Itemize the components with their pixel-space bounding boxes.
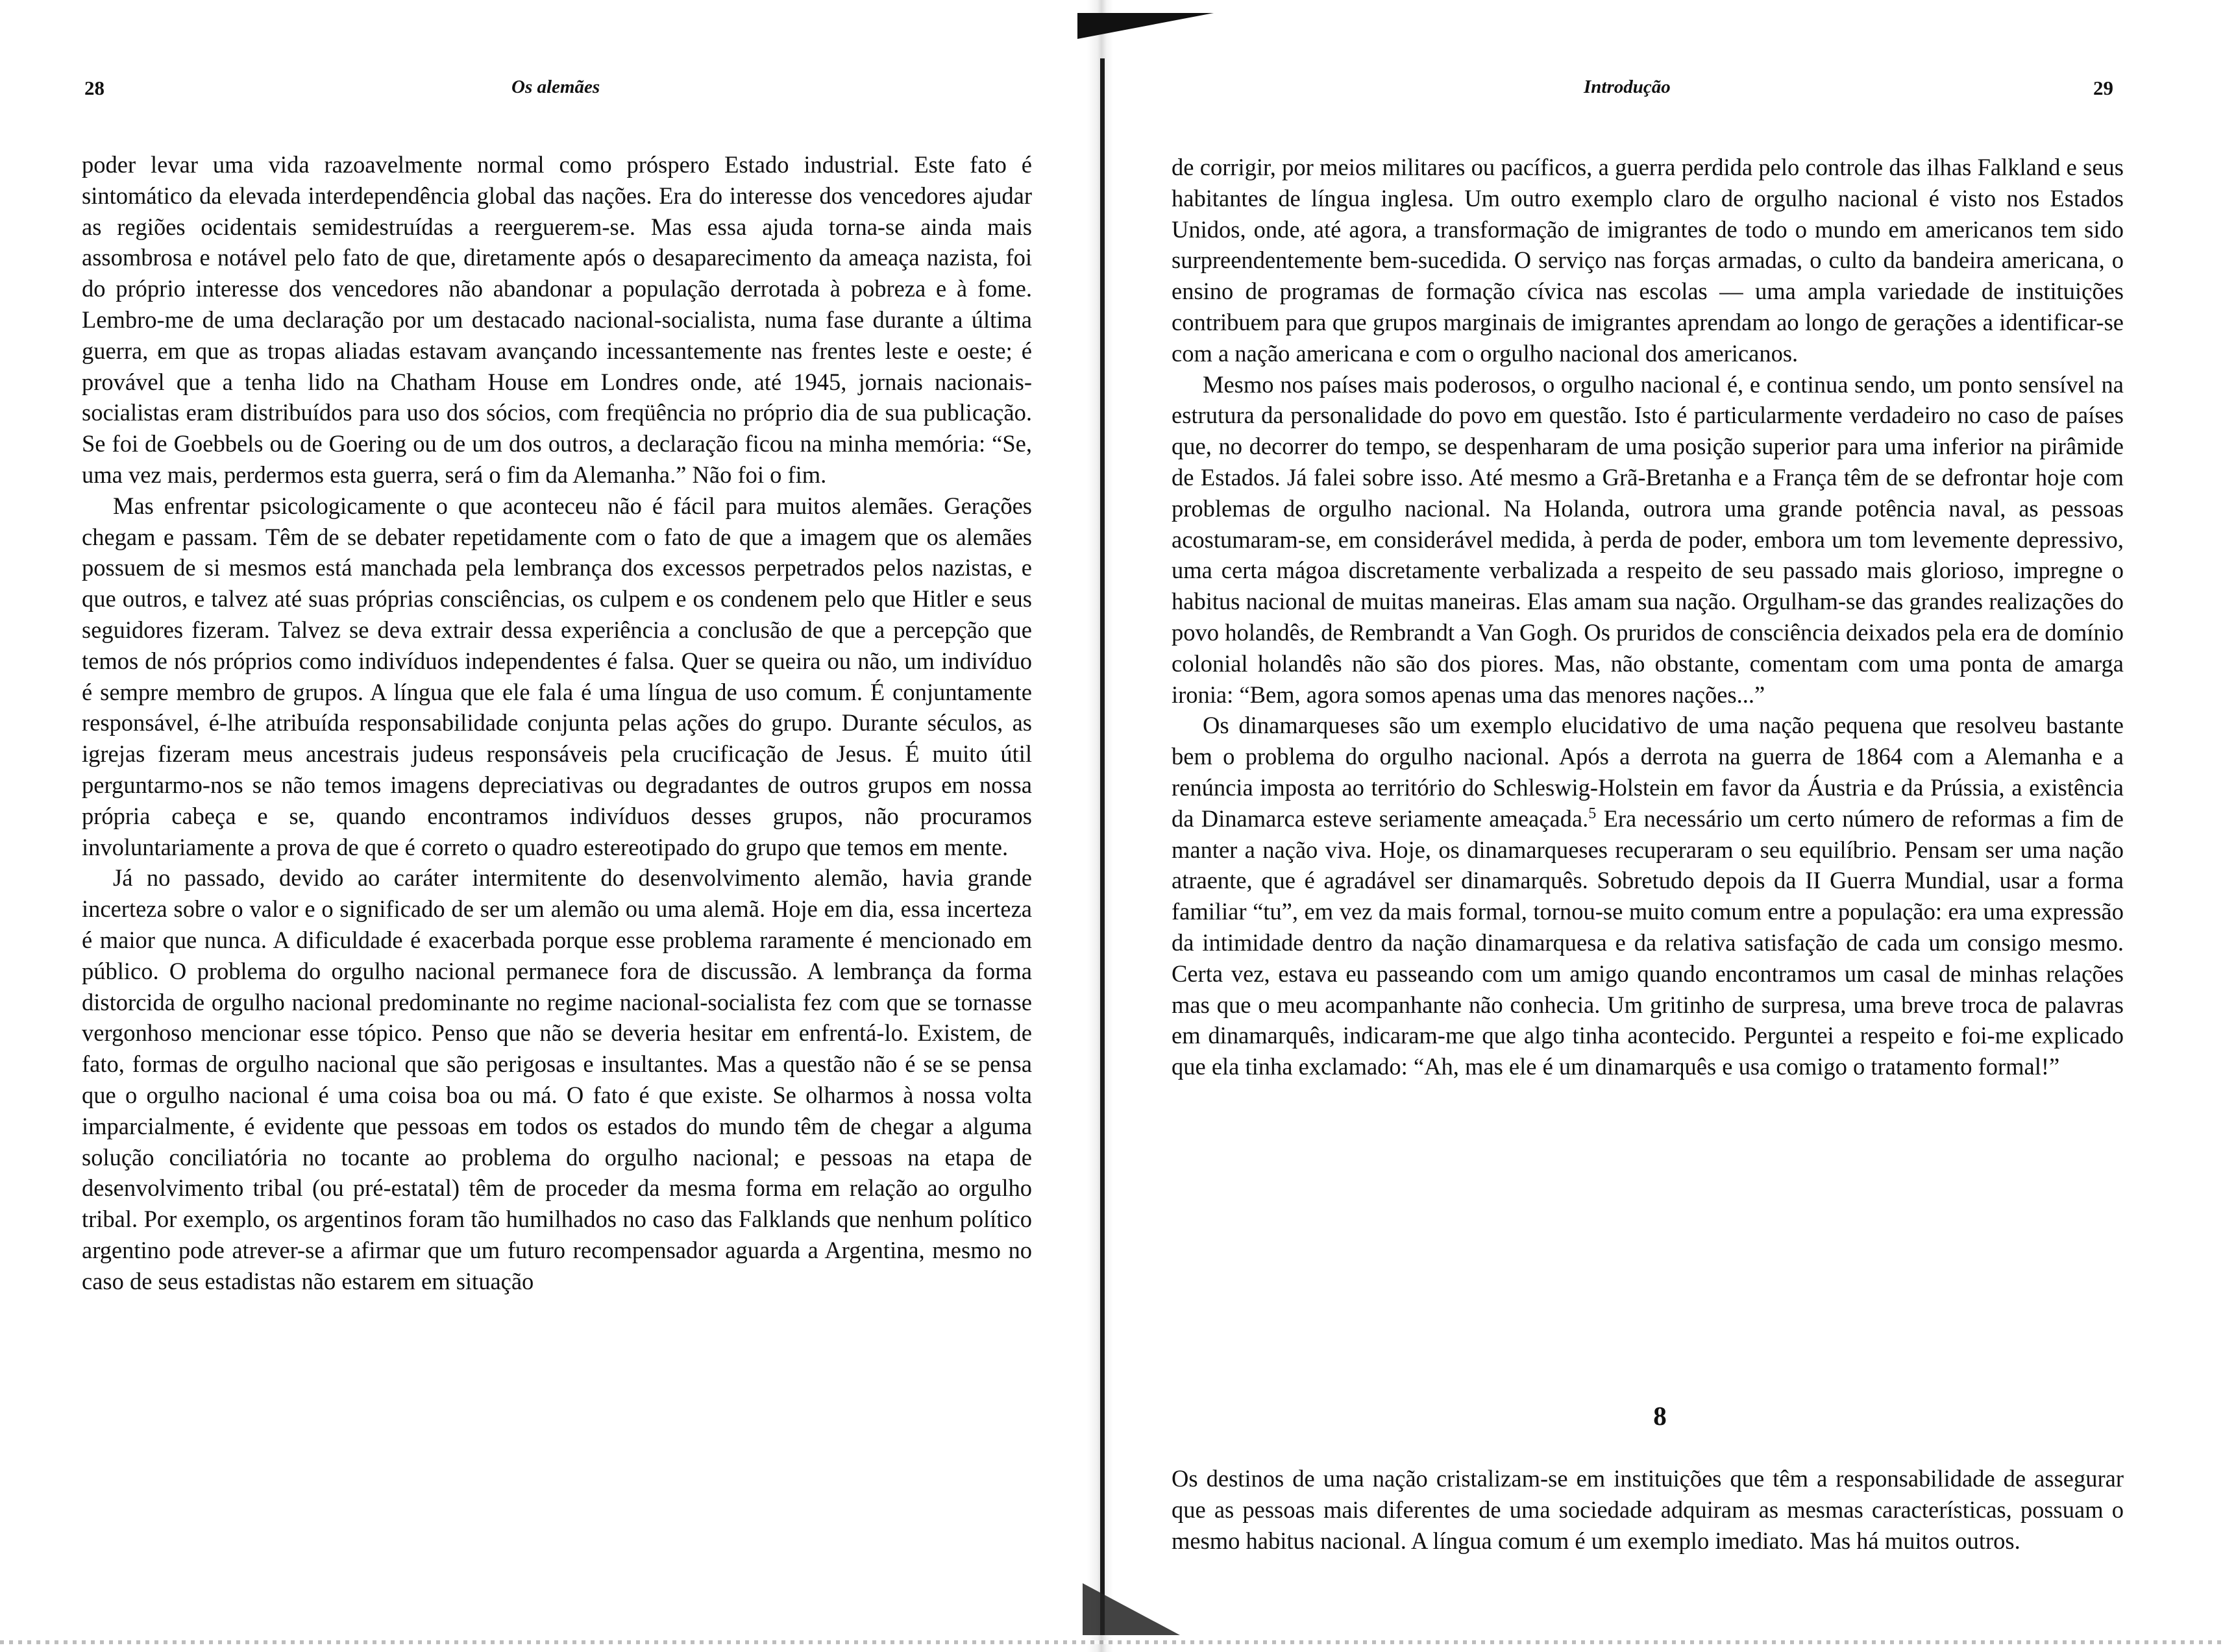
right-paragraph-3-continuation: Era necessário um certo número de reformas a fim de manter a nação viva. Hoje, os dinamarqueses recuperaram o seu equilíbrio. Pensam ser uma nação atraente, que é agradável ser dinamarquês. Sobretudo depois da II Guerra Mundial, usar a forma familiar “tu”, em vez da mais formal, tornou-se muito comum entre a população: era uma expressão da intimidade dentro da nação dinamarquesa e da relativa satisfação de cada um consigo mesmo. Certa vez, estava eu passeando com um amigo quando encontramos um casal de minhas relações mas que o meu acompanhante não conhecia. Um gritinho de surpresa, uma breve troca de palavras em dinamarquês, indicaram-me que algo tinha acontecido. Perguntei a respeito e foi-me explicado que ela tinha exclamado: “Ah, mas ele é um dinamarquês e usa comigo o tratamento formal!” (1172, 805, 2124, 1080)
section-number: 8 (1653, 1401, 1667, 1431)
left-page-body (82, 149, 1032, 1296)
right-page-body (1172, 152, 2124, 1082)
left-paragraph-1: poder levar uma vida razoavelmente normal como próspero Estado industrial. Este fato é sintomático da elevada interdependência global das nações. Era do interesse dos vencedores ajudar as regiões ocidentais semidestruídas a reerguerem-se. Mas essa ajuda torna-se ainda mais assombrosa e notável pelo fato de que, diretamente após o desaparecimento da ameaça nazista, foi do próprio interesse dos vencedores não abandonar a população derrotada à pobreza e à fome. Lembro-me de uma declaração por um destacado nacional-socialista, numa fase durante a última guerra, em que as tropas aliadas estavam avançando incessantemente nas frentes leste e oeste; é provável que a tenha lido na Chatham House em Londres onde, até 1945, jornais nacionais-socialistas eram distribuídos para uso dos sócios, com freqüência no próprio dia de sua publicação. Se foi de Goebbels ou de Goering ou de um dos outros, a declaração ficou na minha memória: “Se, uma vez mais, perdermos esta guerra, será o fim da Alemanha.” Não foi o fim. (82, 151, 1032, 488)
right-paragraph-2: Mesmo nos países mais poderosos, o orgulho nacional é, e continua sendo, um ponto sensível na estrutura da personalidade do povo em questão. Isto é particularmente verdadeiro no caso de países que, no decorrer do tempo, se despenharam de uma posição superior para uma inferior na pirâmide de Estados. Já falei sobre isso. Até mesmo a Grã-Bretanha e a França têm de se defrontar hoje com problemas de orgulho nacional. Na Holanda, outrora uma grande potência naval, as pessoas acostumaram-se, em considerável medida, à perda de poder, embora um tom levemente depressivo, uma certa mágoa discretamente verbalizada a respeito de seu passado mais glorioso, impregne o habitus nacional de muitas maneiras. Elas amam sua nação. Orgulham-se das grandes realizações do povo holandês, de Rembrandt a Van Gogh. Os pruridos de consciência deixados pela era de domínio colonial holandês não são dos piores. Mas, não obstante, comentam com uma ponta de amarga ironia: “Bem, agora somos apenas uma das menores nações...” (1172, 370, 2124, 708)
right-running-title: Introdução (1584, 77, 1671, 97)
book-spine-line (1100, 58, 1105, 1635)
left-paragraph-2: Mas enfrentar psicologicamente o que aconteceu não é fácil para muitos alemães. Gerações chegam e passam. Têm de se debater repetidamente com o fato de que a imagem que os alemães possuem de si mesmos está manchada pela lembrança dos excessos perpetrados pelos nazistas, e que outros, e talvez até suas próprias consciências, os culpem e os condenem pelo que Hitler e seus seguidores fizeram. Talvez se deva extrair dessa experiência a conclusão de que a percepção que temos de nós próprios como indivíduos independentes é falsa. Quer se queira ou não, um indivíduo é sempre membro de grupos. A língua que ele fala é uma língua de uso comum. É conjuntamente responsável, é-lhe atribuída responsabilidade conjunta pelas ações do grupo. Durante séculos, as igrejas fizeram meus ancestrais judeus responsáveis pela crucificação de Jesus. É muito útil perguntarmo-nos se não temos imagens depreciativas ou degradantes de outros grupos em nossa própria cabeça e se, quando encontramos indivíduos desses grupos, não procuramos involuntariamente a prova de que é correto o quadro estereotipado do grupo que temos em mente. (82, 492, 1032, 860)
section-paragraph: Os destinos de uma nação cristalizam-se em instituições que têm a responsabilidade de assegurar que as pessoas mais diferentes de uma sociedade adquiram as mesmas características, possuam o mesmo habitus nacional. A língua comum é um exemplo imediato. Mas há muitos outros. (1172, 1465, 2124, 1554)
right-page (1097, 0, 2223, 1652)
left-page (0, 0, 1097, 1652)
page-bottom-edge (0, 1640, 2223, 1644)
right-page-number: 29 (2093, 77, 2113, 99)
section-body (1172, 1463, 2124, 1556)
left-page-number: 28 (84, 77, 104, 99)
spine-bottom-shadow (1083, 1583, 1180, 1635)
right-paragraph-3 (1172, 710, 2124, 1082)
right-paragraph-3-start: Os dinamarqueses são um exemplo elucidativo de uma nação pequena que resolveu bastante bem o problema do orgulho nacional. Após a derrota na guerra de 1864 com a Alemanha e a renúncia imposta ao território do Schleswig-Holstein em favor da Áustria e da Prússia, a existência da Dinamarca esteve seriamente ameaçada. (1172, 712, 2124, 832)
left-paragraph-3: Já no passado, devido ao caráter intermitente do desenvolvimento alemão, havia grande incerteza sobre o valor e o significado de ser um alemão ou uma alemã. Hoje em dia, essa incerteza é maior que nunca. A dificuldade é exacerbada porque esse problema raramente é mencionado em público. O problema do orgulho nacional permanece fora de discussão. A lembrança da forma distorcida de orgulho nacional predominante no regime nacional-socialista fez com que se tornasse vergonhoso mencionar esse tópico. Penso que não se deveria hesitar em enfrentá-lo. Existem, de fato, formas de orgulho nacional que são perigosas e insultantes. Mas a questão não é se se pensa que o orgulho nacional é uma coisa boa ou má. O fato é que existe. Se olharmos à nossa volta imparcialmente, é evidente que pessoas em todos os estados do mundo têm de chegar a alguma solução conciliatória no tocante ao problema do orgulho nacional; e pessoas na etapa de desenvolvimento tribal (ou pré-estatal) têm de proceder da mesma forma em relação ao orgulho tribal. Por exemplo, os argentinos foram tão humilhados no caso das Falklands que nenhum político argentino pode atrever-se a afirmar que um futuro recompensador aguarda a Argentina, mesmo no caso de seus estadistas não estarem em situação (82, 864, 1032, 1294)
right-paragraph-1: de corrigir, por meios militares ou pacíficos, a guerra perdida pelo controle das ilhas Falkland e seus habitantes de língua inglesa. Um outro exemplo claro de orgulho nacional é visto nos Estados Unidos, onde, até agora, a transformação de imigrantes de todo o mundo em americanos tem sido surpreendentemente bem-sucedida. O serviço nas forças armadas, o culto da bandeira americana, o ensino de programas de formação cívica nas escolas — uma ampla variedade de instituições contribuem para que grupos marginais de imigrantes aprendam ao longo de gerações a identificar-se com a nação americana e com o orgulho nacional dos americanos. (1172, 154, 2124, 367)
footnote-reference: 5 (1588, 805, 1597, 822)
left-running-title: Os alemães (511, 77, 600, 97)
spine-top-shadow (1077, 13, 1214, 39)
